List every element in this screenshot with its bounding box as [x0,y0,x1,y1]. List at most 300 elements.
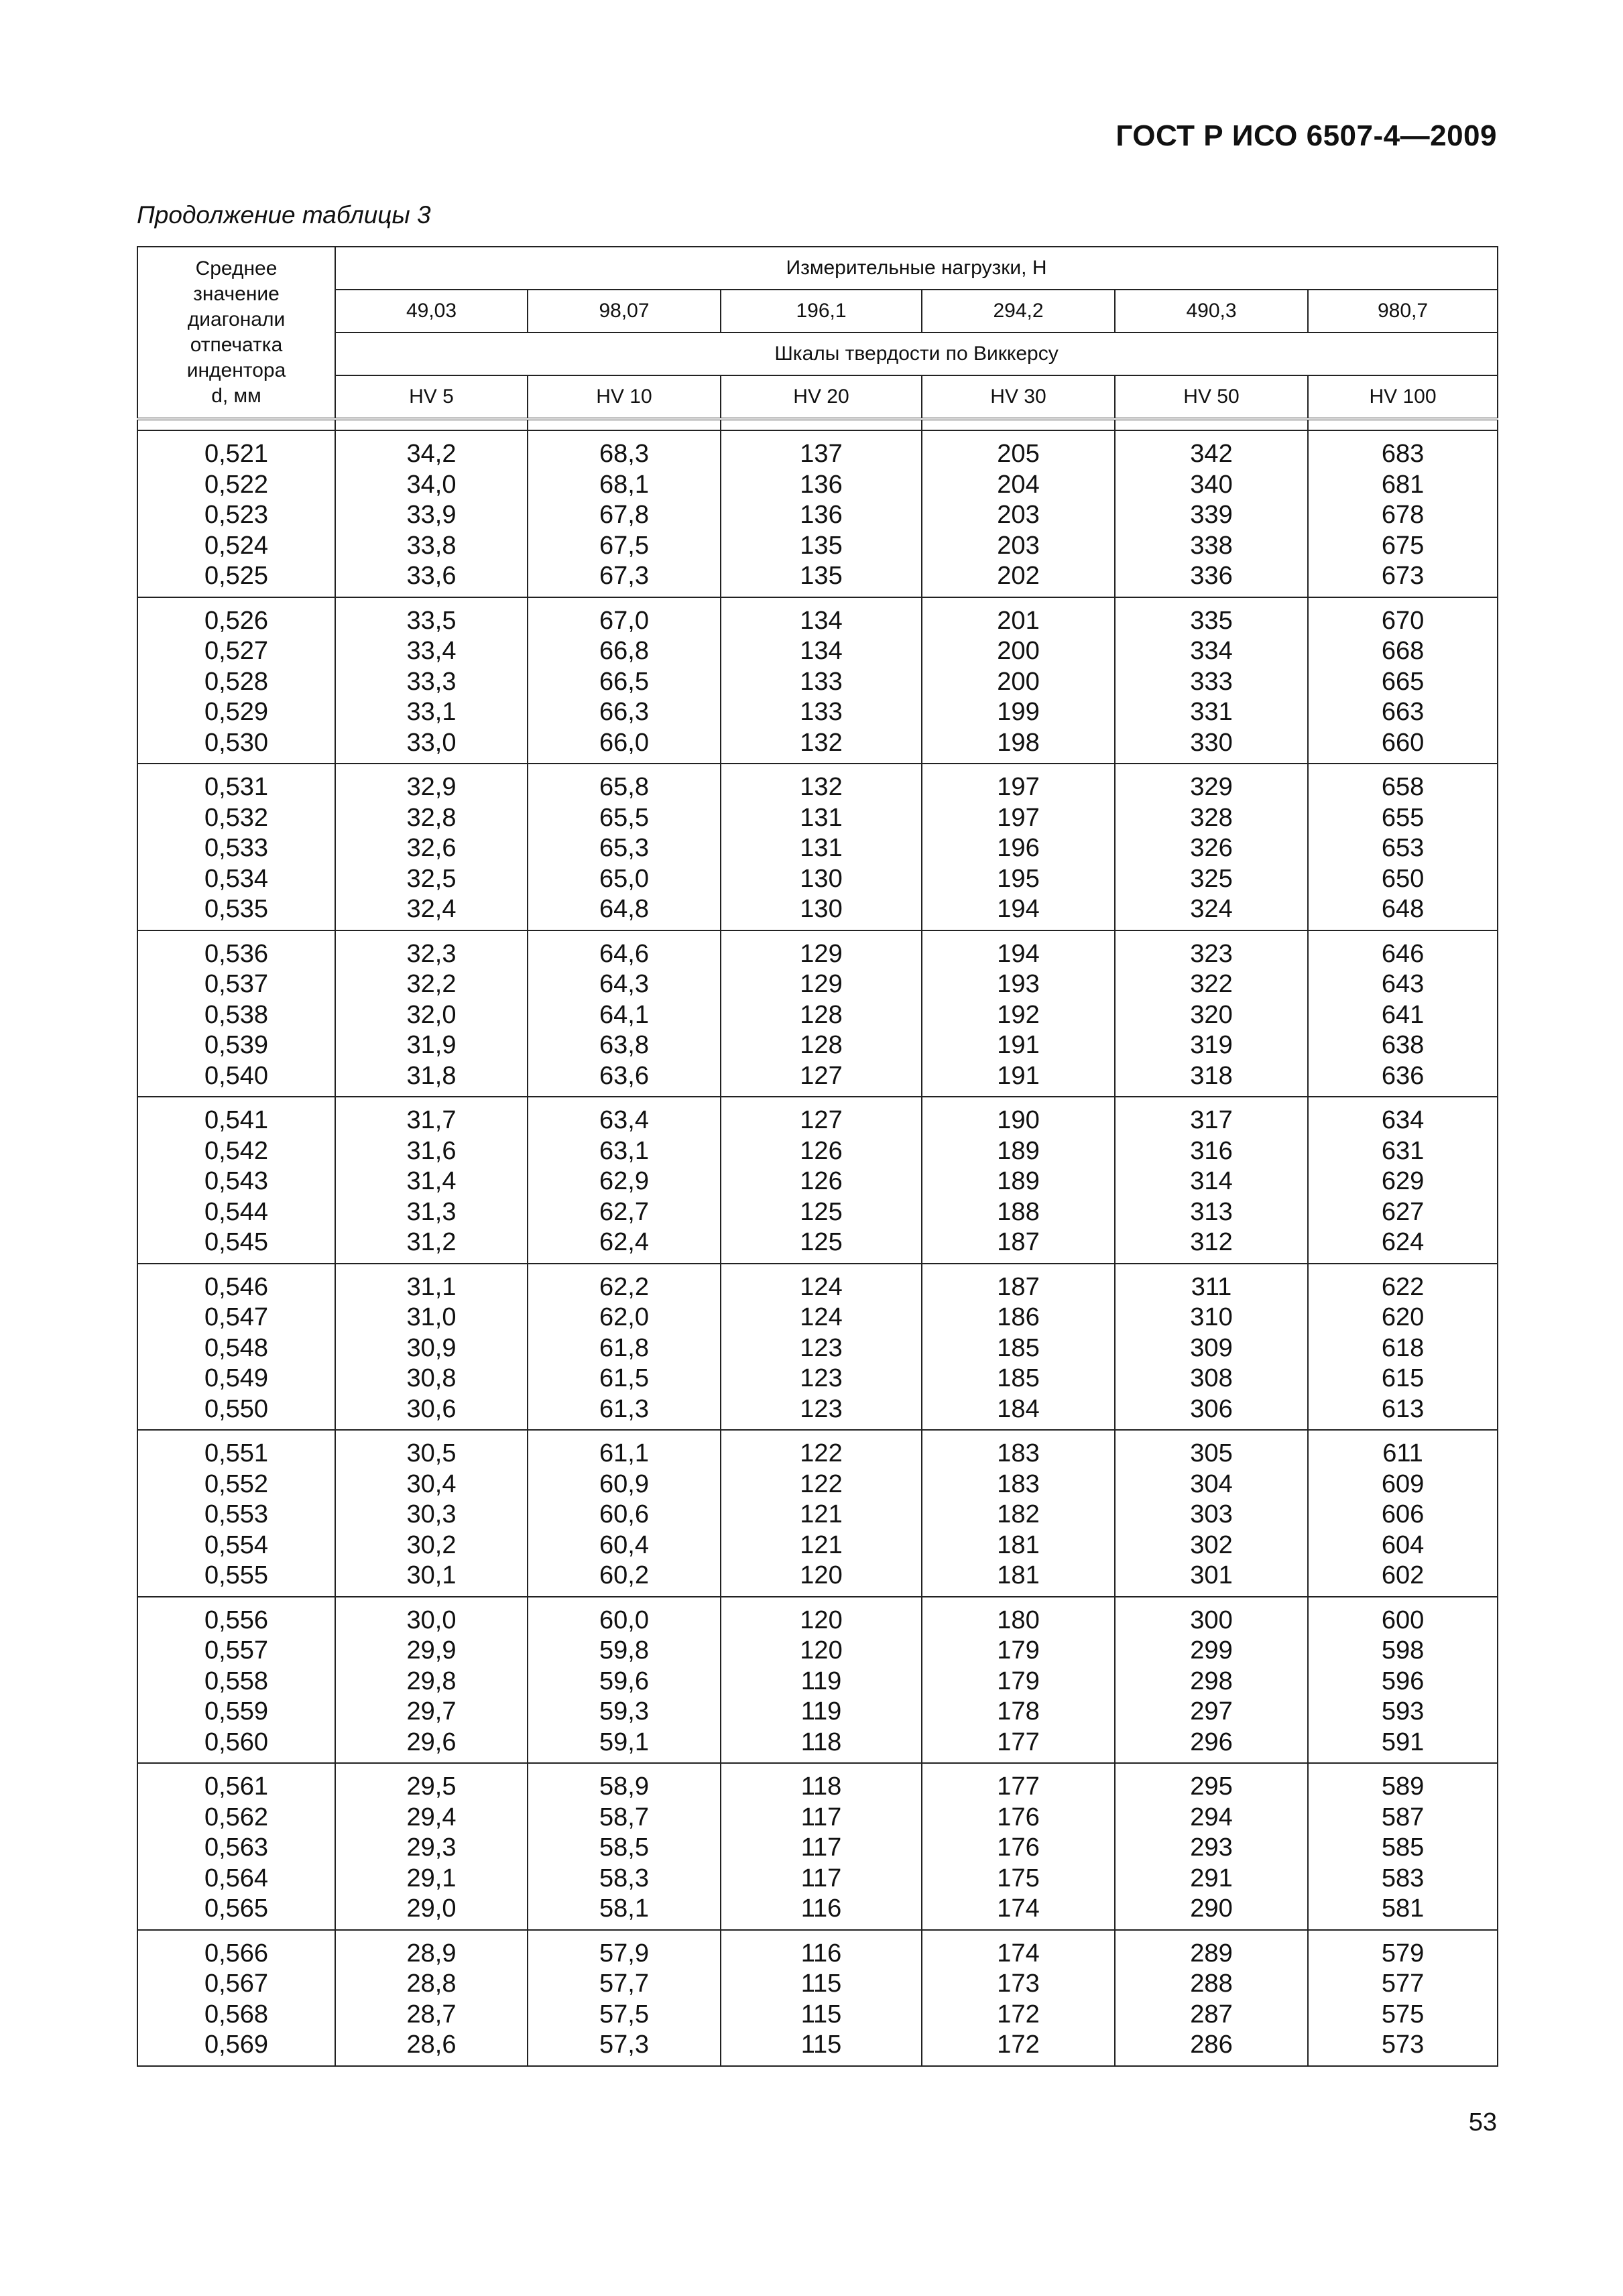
table-cell-value: 66,0 [599,728,649,757]
table-cell-value: 181 [997,1530,1040,1559]
table-cell-value: 62,9 [599,1167,649,1195]
corner-line: значение [193,283,280,305]
table-cell-value: 203 [997,501,1040,529]
table-cell-value: 135 [800,531,843,560]
table-cell-value: 0,540 [204,1061,269,1090]
table-cell-value: 123 [800,1394,843,1423]
table-cell-value: 129 [800,970,843,998]
load-header-cell: 196,1 [721,290,922,333]
table-cell-value: 131 [800,803,843,832]
table-cell-value: 333 [1190,667,1233,696]
table-cell-value: 64,6 [599,939,649,968]
table-cell-value: 186 [997,1303,1040,1331]
table-cell-value: 29,9 [406,1636,457,1665]
table-cell-value: 123 [800,1333,843,1362]
table-cell-value: 585 [1381,1833,1425,1862]
header-separator [922,419,1115,430]
table-cell-value: 289 [1190,1939,1233,1968]
table-cell-value: 119 [800,1697,842,1726]
table-cell-value: 118 [800,1728,842,1756]
table-cell-value: 64,1 [599,1000,649,1029]
table-cell-value: 0,543 [204,1167,269,1195]
table-cell-value: 622 [1381,1272,1425,1301]
table-cell-value: 137 [800,440,843,468]
table-cell-value: 200 [997,637,1040,665]
table-row-group [137,764,1498,930]
table-cell-value: 611 [1382,1439,1423,1467]
table-cell-value: 0,528 [204,667,269,696]
table-cell-value: 31,4 [406,1167,457,1195]
table-row-group [137,1430,1498,1597]
table-cell-value: 183 [997,1469,1040,1498]
table-cell-value: 596 [1381,1667,1425,1695]
hardness-table [137,246,1498,2067]
diagonal-cell [137,764,335,930]
table-cell-value: 30,6 [406,1394,457,1423]
table-cell-value: 340 [1190,470,1233,499]
table-cell-value: 310 [1190,1303,1233,1331]
table-cell-value: 134 [800,606,843,635]
table-cell-value: 119 [800,1667,842,1695]
table-cell-value: 303 [1190,1500,1233,1528]
hardness-cell [528,1763,721,1930]
table-cell-value: 116 [800,1894,842,1923]
table-cell-value: 320 [1190,1000,1233,1029]
table-row-group [137,1597,1498,1764]
table-cell-value: 61,8 [599,1333,649,1362]
hardness-cell [922,597,1115,764]
table-cell-value: 33,4 [406,637,457,665]
load-header-cell: 98,07 [528,290,721,333]
table-cell-value: 197 [997,773,1040,801]
hardness-cell [1115,1264,1308,1431]
table-cell-value: 31,8 [406,1061,457,1090]
table-cell-value: 665 [1381,667,1425,696]
table-cell-value: 0,546 [204,1272,269,1301]
table-cell-value: 319 [1190,1031,1233,1059]
hardness-cell [1115,597,1308,764]
table-cell-value: 0,523 [204,501,269,529]
table-cell-value: 29,5 [406,1772,457,1801]
hardness-cell [1115,764,1308,930]
table-cell-value: 288 [1190,1970,1233,1998]
hardness-cell [528,597,721,764]
table-cell-value: 31,2 [406,1228,457,1256]
table-cell-value: 62,4 [599,1228,649,1256]
table-cell-value: 123 [800,1364,843,1392]
table-cell-value: 0,526 [204,606,269,635]
table-cell-value: 59,6 [599,1667,649,1695]
diagonal-cell [137,1930,335,2066]
table-cell-value: 313 [1190,1197,1233,1226]
table-cell-value: 185 [997,1364,1040,1392]
table-cell-value: 598 [1381,1636,1425,1665]
table-cell-value: 31,9 [406,1031,457,1059]
table-cell-value: 34,2 [406,440,457,468]
table-cell-value: 287 [1190,2000,1233,2029]
table-cell-value: 135 [800,562,843,590]
table-cell-value: 305 [1190,1439,1233,1467]
hardness-cell [1308,1097,1498,1264]
table-cell-value: 0,552 [204,1469,269,1498]
header-separator [721,419,922,430]
hardness-cell [335,1930,528,2066]
table-cell-value: 615 [1381,1364,1425,1392]
table-cell-value: 0,560 [204,1728,269,1756]
table-cell-value: 0,550 [204,1394,269,1423]
scale-header-cell: HV 5 [335,375,528,419]
table-cell-value: 177 [997,1728,1040,1756]
table-cell-value: 0,539 [204,1031,269,1059]
hardness-cell [1308,764,1498,930]
table-cell-value: 0,530 [204,728,269,757]
table-cell-value: 311 [1191,1272,1232,1301]
table-cell-value: 0,547 [204,1303,269,1331]
load-header-cell: 294,2 [922,290,1115,333]
table-cell-value: 66,3 [599,698,649,726]
table-cell-value: 194 [997,939,1040,968]
table-cell-value: 33,0 [406,728,457,757]
table-cell-value: 60,9 [599,1469,649,1498]
table-cell-value: 336 [1190,562,1233,590]
table-cell-value: 126 [800,1167,843,1195]
table-cell-value: 132 [800,773,843,801]
table-cell-value: 30,4 [406,1469,457,1498]
table-cell-value: 331 [1190,698,1233,726]
hardness-cell [1115,1930,1308,2066]
table-cell-value: 298 [1190,1667,1233,1695]
table-cell-value: 324 [1190,895,1233,923]
table-cell-value: 173 [997,1970,1040,1998]
table-cell-value: 193 [997,970,1040,998]
table-cell-value: 188 [997,1197,1040,1226]
diagonal-cell [137,1763,335,1930]
table-cell-value: 0,568 [204,2000,269,2029]
hardness-cell [721,1264,922,1431]
table-cell-value: 0,532 [204,803,269,832]
table-cell-value: 0,541 [204,1106,269,1134]
table-cell-value: 663 [1381,698,1425,726]
table-cell-value: 128 [800,1031,843,1059]
table-cell-value: 0,549 [204,1364,269,1392]
table-cell-value: 182 [997,1500,1040,1528]
hardness-cell [922,1597,1115,1764]
diagonal-cell [137,1597,335,1764]
table-cell-value: 675 [1381,531,1425,560]
table-cell-value: 629 [1381,1167,1425,1195]
corner-line: отпечатка [190,334,283,356]
table-cell-value: 174 [997,1894,1040,1923]
hardness-cell [1115,930,1308,1097]
document-id: ГОСТ Р ИСО 6507-4—2009 [1116,119,1497,152]
table-cell-value: 115 [800,2000,842,2029]
table-cell-value: 339 [1190,501,1233,529]
table-cell-value: 121 [800,1500,843,1528]
table-cell-value: 0,554 [204,1530,269,1559]
diagonal-column-header [137,247,335,419]
table-cell-value: 57,7 [599,1970,649,1998]
table-cell-value: 678 [1381,501,1425,529]
table-cell-value: 29,0 [406,1894,457,1923]
table-cell-value: 301 [1190,1561,1233,1589]
hardness-cell [922,1097,1115,1264]
table-cell-value: 205 [997,440,1040,468]
hardness-cell [922,1930,1115,2066]
table-cell-value: 338 [1190,531,1233,560]
table-cell-value: 67,0 [599,606,649,635]
table-cell-value: 0,558 [204,1667,269,1695]
table-cell-value: 198 [997,728,1040,757]
hardness-cell [335,1097,528,1264]
table-cell-value: 32,4 [406,895,457,923]
table-cell-value: 120 [800,1636,843,1665]
header-separator [1308,419,1498,430]
table-cell-value: 64,8 [599,895,649,923]
diagonal-cell [137,430,335,597]
hardness-cell [528,930,721,1097]
hardness-cell [1308,1930,1498,2066]
hardness-cell [1308,1430,1498,1597]
table-cell-value: 0,556 [204,1606,269,1634]
table-cell-value: 600 [1381,1606,1425,1634]
hardness-cell [1308,430,1498,597]
table-cell-value: 31,1 [406,1272,457,1301]
table-cell-value: 117 [800,1803,842,1831]
diagonal-cell [137,930,335,1097]
table-cell-value: 30,5 [406,1439,457,1467]
hardness-cell [528,764,721,930]
table-cell-value: 295 [1190,1772,1233,1801]
table-cell-value: 202 [997,562,1040,590]
table-cell-value: 195 [997,864,1040,893]
table-cell-value: 68,3 [599,440,649,468]
table-cell-value: 335 [1190,606,1233,635]
table-cell-value: 325 [1190,864,1233,893]
table-cell-value: 0,561 [204,1772,269,1801]
table-cell-value: 0,548 [204,1333,269,1362]
table-cell-value: 583 [1381,1864,1425,1892]
hardness-cell [721,430,922,597]
table-cell-value: 32,3 [406,939,457,968]
table-cell-value: 330 [1190,728,1233,757]
table-cell-value: 294 [1190,1803,1233,1831]
table-cell-value: 63,8 [599,1031,649,1059]
table-cell-value: 683 [1381,440,1425,468]
table-cell-value: 57,5 [599,2000,649,2029]
table-cell-value: 29,1 [406,1864,457,1892]
header-separator [528,419,721,430]
table-cell-value: 128 [800,1000,843,1029]
table-cell-value: 579 [1381,1939,1425,1968]
hardness-cell [1308,597,1498,764]
table-cell-value: 0,544 [204,1197,269,1226]
table-cell-value: 63,1 [599,1136,649,1165]
table-cell-value: 178 [997,1697,1040,1726]
table-cell-value: 58,9 [599,1772,649,1801]
table-cell-value: 593 [1381,1697,1425,1726]
table-cell-value: 179 [997,1636,1040,1665]
table-cell-value: 31,0 [406,1303,457,1331]
hardness-cell [528,1264,721,1431]
hardness-cell [721,930,922,1097]
table-cell-value: 0,533 [204,834,269,862]
header-separator [335,419,528,430]
hardness-cell [1308,1597,1498,1764]
corner-line: Среднее [195,257,278,280]
hardness-cell [528,1597,721,1764]
hardness-cell [1115,430,1308,597]
table-cell-value: 59,3 [599,1697,649,1726]
table-cell-value: 133 [800,698,843,726]
table-row-group [137,1763,1498,1930]
table-cell-value: 58,3 [599,1864,649,1892]
table-cell-value: 30,8 [406,1364,457,1392]
table-cell-value: 194 [997,895,1040,923]
table-cell-value: 646 [1381,939,1425,968]
table-cell-value: 175 [997,1864,1040,1892]
table-cell-value: 191 [997,1061,1040,1090]
table-cell-value: 609 [1381,1469,1425,1498]
load-header-cell: 49,03 [335,290,528,333]
table-cell-value: 29,6 [406,1728,457,1756]
table-cell-value: 176 [997,1833,1040,1862]
table-cell-value: 291 [1190,1864,1233,1892]
table-cell-value: 577 [1381,1970,1425,1998]
table-cell-value: 177 [997,1772,1040,1801]
table-cell-value: 314 [1190,1167,1233,1195]
table-cell-value: 60,2 [599,1561,649,1589]
table-cell-value: 117 [800,1833,842,1862]
table-cell-value: 130 [800,895,843,923]
table-cell-value: 60,4 [599,1530,649,1559]
table-cell-value: 290 [1190,1894,1233,1923]
table-cell-value: 30,2 [406,1530,457,1559]
table-cell-value: 122 [800,1469,843,1498]
hardness-cell [335,764,528,930]
table-cell-value: 328 [1190,803,1233,832]
table-cell-value: 62,7 [599,1197,649,1226]
table-cell-value: 187 [997,1272,1040,1301]
table-cell-value: 200 [997,667,1040,696]
table-cell-value: 132 [800,728,843,757]
table-cell-value: 33,6 [406,562,457,590]
table-cell-value: 136 [800,470,843,499]
table-cell-value: 668 [1381,637,1425,665]
hardness-cell [922,764,1115,930]
table-cell-value: 286 [1190,2031,1233,2059]
table-cell-value: 120 [800,1606,843,1634]
table-cell-value: 624 [1381,1228,1425,1256]
hardness-cell [721,1597,922,1764]
table-cell-value: 136 [800,501,843,529]
table-cell-value: 606 [1381,1500,1425,1528]
hardness-cell [1308,930,1498,1097]
corner-line: индентора [186,359,286,381]
table-cell-value: 0,564 [204,1864,269,1892]
table-cell-value: 613 [1381,1394,1425,1423]
table-cell-value: 29,7 [406,1697,457,1726]
table-cell-value: 32,2 [406,970,457,998]
table-cell-value: 33,5 [406,606,457,635]
table-cell-value: 189 [997,1136,1040,1165]
table-cell-value: 0,527 [204,637,269,665]
hardness-cell [922,930,1115,1097]
table-cell-value: 58,1 [599,1894,649,1923]
table-cell-value: 63,4 [599,1106,649,1134]
hardness-cell [335,930,528,1097]
table-cell-value: 653 [1381,834,1425,862]
table-cell-value: 32,8 [406,803,457,832]
table-cell-value: 61,1 [599,1439,649,1467]
table-cell-value: 318 [1190,1061,1233,1090]
table-cell-value: 30,0 [406,1606,457,1634]
table-cell-value: 0,559 [204,1697,269,1726]
table-cell-value: 181 [997,1561,1040,1589]
table-cell-value: 29,8 [406,1667,457,1695]
table-cell-value: 316 [1190,1136,1233,1165]
table-cell-value: 184 [997,1394,1040,1423]
table-cell-value: 30,1 [406,1561,457,1589]
table-cell-value: 342 [1190,440,1233,468]
table-cell-value: 670 [1381,606,1425,635]
table-cell-value: 33,9 [406,501,457,529]
diagonal-cell [137,1097,335,1264]
hardness-cell [528,430,721,597]
hardness-cell [721,1430,922,1597]
table-cell-value: 31,7 [406,1106,457,1134]
table-row-group [137,430,1498,597]
table-cell-value: 57,9 [599,1939,649,1968]
scale-header-cell: HV 30 [922,375,1115,419]
table-cell-value: 65,5 [599,803,649,832]
table-body [137,430,1498,2066]
hardness-cell [335,1763,528,1930]
table-cell-value: 631 [1381,1136,1425,1165]
table-cell-value: 33,1 [406,698,457,726]
header-separator-row [137,419,1498,430]
table-cell-value: 641 [1381,1000,1425,1029]
table-cell-value: 658 [1381,773,1425,801]
table-cell-value: 573 [1381,2031,1425,2059]
table-cell-value: 581 [1381,1894,1425,1923]
table-cell-value: 192 [997,1000,1040,1029]
hardness-cell [335,1430,528,1597]
hardness-cell [528,1097,721,1264]
table-cell-value: 118 [800,1772,842,1801]
table-cell-value: 575 [1381,2000,1425,2029]
table-cell-value: 0,522 [204,470,269,499]
table-cell-value: 189 [997,1167,1040,1195]
table-cell-value: 115 [800,2031,842,2059]
table-cell-value: 133 [800,667,843,696]
table-cell-value: 0,531 [204,773,269,801]
table-cell-value: 204 [997,470,1040,499]
hardness-cell [721,1930,922,2066]
table-cell-value: 197 [997,803,1040,832]
table-cell-value: 115 [800,1970,842,1998]
table-cell-value: 58,7 [599,1803,649,1831]
table-cell-value: 306 [1190,1394,1233,1423]
table-cell-value: 116 [800,1939,842,1968]
hardness-cell [721,1763,922,1930]
table-cell-value: 172 [997,2031,1040,2059]
hardness-cell [1115,1597,1308,1764]
hardness-cell [335,430,528,597]
table-cell-value: 134 [800,637,843,665]
table-cell-value: 591 [1381,1728,1425,1756]
table-cell-value: 33,8 [406,531,457,560]
table-cell-value: 589 [1381,1772,1425,1801]
